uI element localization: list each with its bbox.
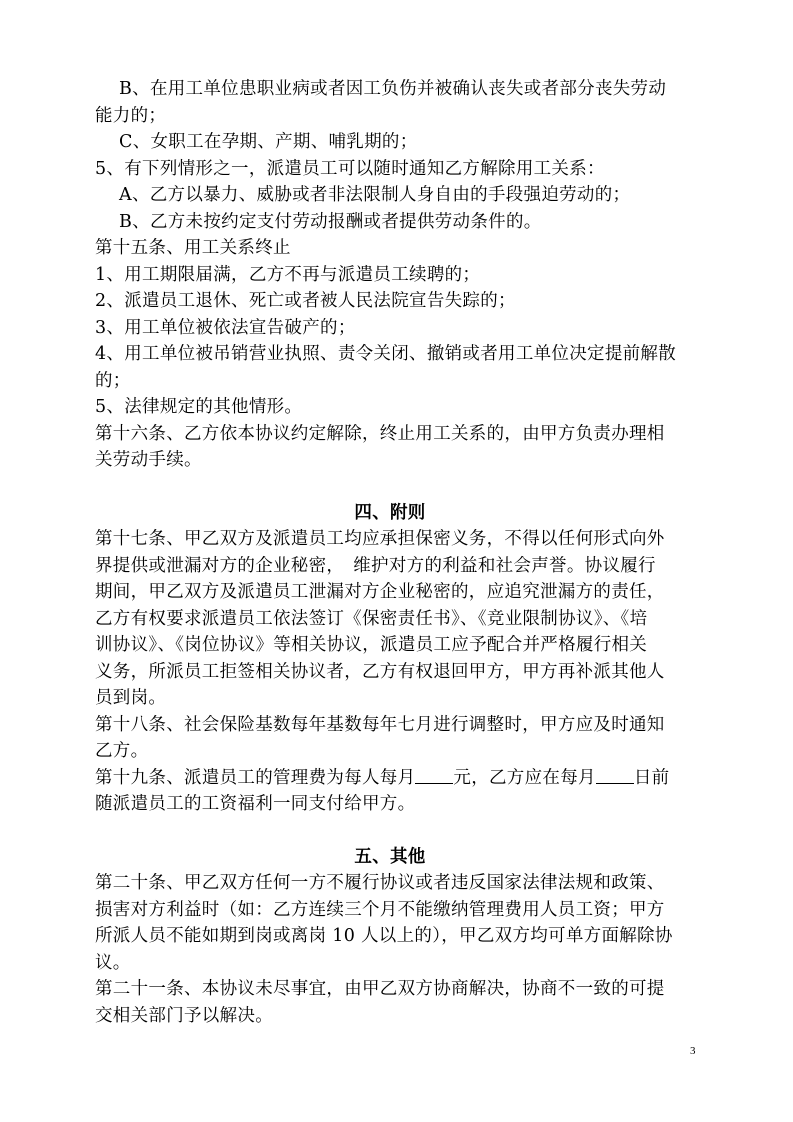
page-number: 3 (690, 1045, 696, 1057)
article-17-line: 训协议》、《岗位协议》等相关协议，派遣员工应予配合并严格履行相关 (95, 635, 648, 655)
article-17-line: 界提供或泄漏对方的企业秘密， 维护对方的利益和社会声誉。协议履行 (95, 555, 656, 576)
article-21-line: 交相关部门予以解决。 (95, 1005, 273, 1026)
article-17-line: 第十七条、甲乙双方及派遣员工均应承担保密义务，不得以任何形式向外 (95, 529, 665, 549)
article-17-line: 期间，甲乙双方及派遣员工泄漏对方企业秘密的，应追究泄漏方的责任， (95, 582, 665, 602)
article-16-line: 第十六条、乙方依本协议约定解除，终止用工关系的，由甲方负责办理相 (95, 423, 665, 444)
paragraph-line: 5、法律规定的其他情形。 (95, 397, 303, 417)
article-19-line (95, 765, 705, 792)
paragraph-line: 1、用工期限届满，乙方不再与派遣员工续聘的； (95, 264, 481, 285)
article-17-line: 义务，所派员工拒签相关协议者，乙方有权退回甲方，甲方再补派其他人 (95, 661, 665, 682)
article-19-text-b: 元，乙方应在每月 (453, 767, 596, 788)
article-20-line: 第二十条、甲乙双方任何一方不履行协议或者违反国家法律法规和政策、 (95, 873, 665, 893)
article-17-line: 乙方有权要求派遣员工依法签订《保密责任书》、《竞业限制协议》、《培 (95, 608, 648, 629)
article-17-line: 员到岗。 (95, 688, 167, 708)
section-heading-other: 五、其他 (354, 846, 426, 867)
article-21-line: 第二十一条、本协议未尽事宜，由甲乙双方协商解决，协商不一致的可提 (95, 979, 665, 999)
paragraph-line: 能力的； (95, 105, 167, 126)
spacer (95, 818, 705, 844)
paragraph-line: A、乙方以暴力、威胁或者非法限制人身自由的手段强迫劳动的； (119, 185, 631, 205)
paragraph-line: 2、派遣员工退休、死亡或者被人民法院宣告失踪的； (95, 291, 516, 311)
payment-day-blank (596, 765, 634, 784)
article-18-line: 第十八条、社会保险基数每年基数每年七月进行调整时，甲方应及时通知 (95, 714, 665, 735)
paragraph-line: 4、用工单位被吊销营业执照、责令关闭、撤销或者用工单位决定提前解散 (95, 344, 677, 364)
article-15-title: 第十五条、用工关系终止 (95, 238, 291, 258)
paragraph-line: 的； (95, 370, 131, 391)
article-20-line: 议。 (95, 952, 131, 973)
article-20-line: 损害对方利益时（如：乙方连续三个月不能缴纳管理费用人员工资；甲方 (95, 899, 665, 920)
section-heading-appendix: 四、附则 (354, 502, 426, 523)
article-19-text-a: 第十九条、派遣员工的管理费为每人每月 (95, 767, 416, 788)
article-18-line: 乙方。 (95, 741, 149, 761)
article-19-line: 随派遣员工的工资福利一同支付给甲方。 (95, 794, 416, 814)
paragraph-line: B、在用工单位患职业病或者因工负伤并被确认丧失或者部分丧失劳动 (119, 79, 667, 99)
document-page (95, 76, 705, 1029)
paragraph-line: B、乙方未按约定支付劳动报酬或者提供劳动条件的。 (119, 211, 542, 232)
paragraph-line: C、女职工在孕期、产期、哺乳期的； (119, 132, 418, 152)
fee-amount-blank (415, 765, 453, 784)
paragraph-line: 3、用工单位被依法宣告破产的； (95, 317, 356, 338)
article-19-text-c: 日前 (633, 767, 670, 788)
paragraph-line: 5、有下列情形之一，派遣员工可以随时通知乙方解除用工关系： (95, 158, 605, 179)
spacer (95, 474, 705, 500)
article-16-line: 关劳动手续。 (95, 450, 202, 470)
article-20-line: 所派人员不能如期到岗或离岗 10 人以上的），甲乙双方均可单方面解除协 (95, 926, 673, 946)
